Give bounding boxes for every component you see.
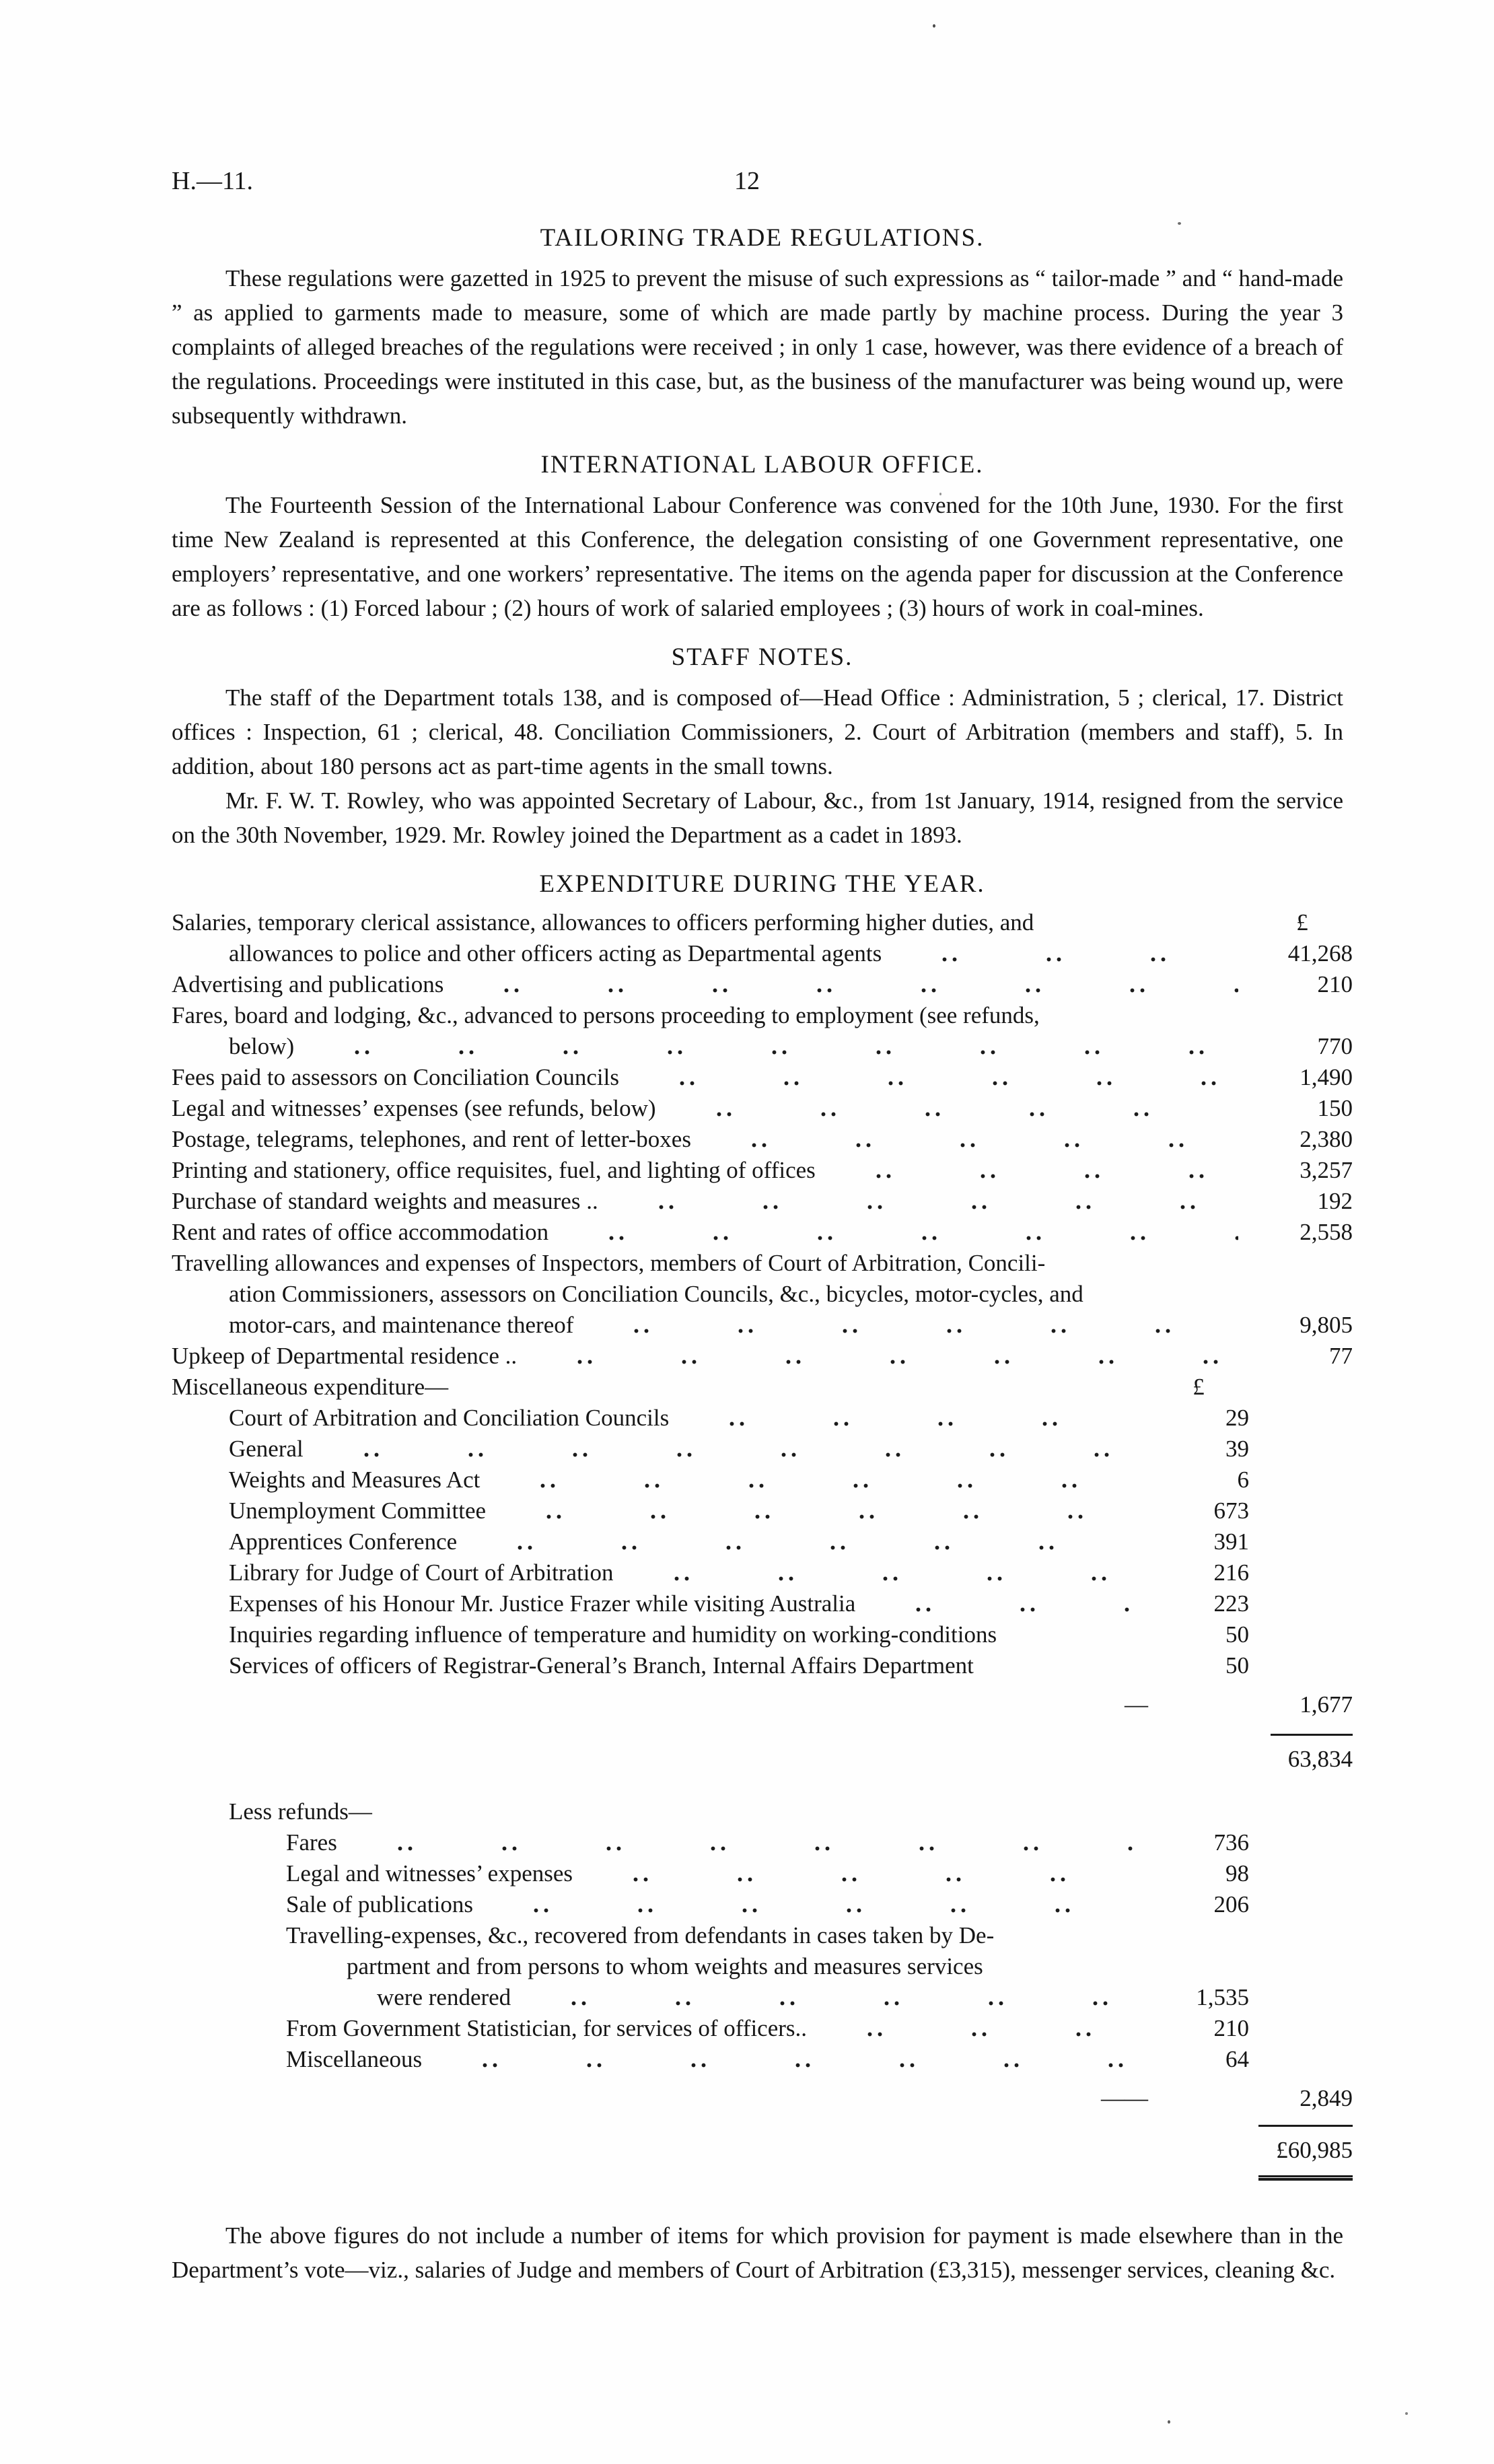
- dot-leader: [680, 1403, 1135, 1434]
- refunds-total-amount: 2,849: [1300, 2085, 1353, 2111]
- amount: 216: [1213, 1559, 1249, 1586]
- amount: 6: [1237, 1467, 1249, 1493]
- dot-leader: [348, 1827, 1135, 1858]
- paragraph-ilo: The Fourteenth Session of the International Labour Conference was convened for the 10th June, 1930. For the first time New Zealand is represented at this Conference, the delegation consisting of one Government representative, one employers’ representative, and one workers’ representative. The items on the agenda paper for discussion at the Conference are as follows : (1) Forced labour ; (2) hours of work of salaried employees ; (3) hours of work in coal-mines.: [172, 492, 1343, 621]
- dot-leader: [314, 1434, 1135, 1465]
- expense-label: General: [229, 1436, 304, 1462]
- expense-row: [172, 969, 1353, 1000]
- refund-row: [172, 2044, 1353, 2075]
- expense-label: Travelling allowances and expenses of Inspectors, members of Court of Arbitration, Concili-: [172, 1250, 1046, 1276]
- expense-row: [172, 1526, 1353, 1557]
- dot-leader: [625, 1557, 1135, 1588]
- amount: 3,257: [1300, 1157, 1353, 1183]
- expense-label: Expenses of his Honour Mr. Justice Frazer while visiting Australia: [229, 1590, 856, 1617]
- amount: 29: [1225, 1405, 1249, 1431]
- dot-leader: [305, 1031, 1238, 1062]
- expense-label: Fees paid to assessors on Conciliation Councils: [172, 1064, 619, 1090]
- total-row: [172, 1744, 1353, 1775]
- refund-label: Sale of publications: [286, 1891, 474, 1917]
- expense-row: [172, 1186, 1353, 1217]
- dot-leader: [484, 1889, 1135, 1920]
- expense-row: [172, 1495, 1353, 1526]
- currency-header-inner: £: [1193, 1374, 1205, 1400]
- amount: 1,490: [1300, 1064, 1353, 1090]
- carry-dash: ——: [1101, 2085, 1148, 2111]
- footnote-paragraph: The above figures do not include a number of items for which provision for payment is made elsewhere than in the Department’s vote—viz., salaries of Judge and members of Court of Arbitration (£3,315), messenger services, cleaning &c.: [172, 2222, 1343, 2283]
- expense-row: [172, 1372, 1353, 1403]
- amount: 770: [1317, 1033, 1353, 1059]
- amount: 9,805: [1300, 1312, 1353, 1338]
- amount: 192: [1317, 1188, 1353, 1214]
- expense-row: [172, 1279, 1353, 1310]
- dot-leader: [667, 1093, 1238, 1124]
- carry-dash: —: [1125, 1691, 1148, 1718]
- net-total-row: [172, 2135, 1353, 2166]
- subtotal-amount: 1,677: [1300, 1691, 1353, 1718]
- expense-row: [172, 1465, 1353, 1495]
- refund-row: [172, 1827, 1353, 1858]
- amount: 736: [1213, 1829, 1249, 1856]
- expense-label: Weights and Measures Act: [229, 1467, 481, 1493]
- refund-label: Travelling-expenses, &c., recovered from defendants in cases taken by De-: [286, 1922, 995, 1948]
- expense-row: [172, 1341, 1353, 1372]
- amount: 2,558: [1300, 1219, 1353, 1245]
- dot-leader: [433, 2044, 1135, 2075]
- expense-row: [172, 1217, 1353, 1248]
- amount: 50: [1225, 1652, 1249, 1679]
- expense-row: [172, 1031, 1353, 1062]
- expense-label: Library for Judge of Court of Arbitration: [229, 1559, 614, 1586]
- subtotal-row: [172, 1689, 1353, 1720]
- dot-leader: [454, 969, 1238, 1000]
- dot-leader: [630, 1062, 1238, 1093]
- amount: 50: [1225, 1621, 1249, 1648]
- expense-label: Unemployment Committee: [229, 1498, 487, 1524]
- amount: 150: [1317, 1095, 1353, 1121]
- subtotal-row: [172, 2083, 1353, 2114]
- expense-row: [172, 1155, 1353, 1186]
- dot-leader: [866, 1588, 1135, 1619]
- expense-label: Services of officers of Registrar-General’s Branch, Internal Affairs Department: [229, 1652, 974, 1679]
- dot-leader: [583, 1858, 1135, 1889]
- scan-speck: [1405, 2412, 1408, 2415]
- amount: 210: [1317, 971, 1353, 997]
- less-refunds-row: [172, 1796, 1353, 1827]
- amount: 391: [1213, 1528, 1249, 1555]
- double-rule: [1258, 2175, 1353, 2181]
- dot-leader: [826, 1155, 1238, 1186]
- paragraph-staff-2: Mr. F. W. T. Rowley, who was appointed Secretary of Labour, &c., from 1st January, 1914, resigned from the service on the 30th November, 1929. Mr. Rowley joined the Department as a cadet in 1893.: [172, 787, 1343, 848]
- amount: 210: [1213, 2015, 1249, 2041]
- dot-leader: [818, 2013, 1135, 2044]
- amount: 2,380: [1300, 1126, 1353, 1152]
- expenditure-table: [172, 907, 1353, 2181]
- expense-label: Court of Arbitration and Conciliation Councils: [229, 1405, 670, 1431]
- refund-label: From Government Statistician, for services of officers..: [286, 2015, 808, 2041]
- dot-leader: [528, 1341, 1238, 1372]
- refund-row: [172, 1920, 1353, 1951]
- paragraph-tailoring: These regulations were gazetted in 1925 to prevent the misuse of such expressions as “ tailor-made ” and “ hand-made ” as applied to garments made to measure, some of which are made partly by machine process. During the year 3 complaints of alleged breaches of the regulations were received ; in only 1 case, however, was there evidence of a breach of the regulations. Proceedings were instituted in this case, but, as the business of the manufacturer was being wound up, were subsequently withdrawn.: [172, 265, 1343, 429]
- expense-label: Apprentices Conference: [229, 1528, 458, 1555]
- page-content: [172, 166, 1353, 2287]
- expense-row: [172, 1093, 1353, 1124]
- expense-label: Purchase of standard weights and measures ..: [172, 1188, 598, 1214]
- section-heading-expenditure: EXPENDITURE DURING THE YEAR.: [539, 870, 985, 898]
- scan-speck: [933, 24, 935, 28]
- expense-row: [172, 1650, 1353, 1681]
- expense-label: motor-cars, and maintenance thereof: [229, 1312, 574, 1338]
- doc-ref: H.—11.: [172, 167, 254, 195]
- amount: 223: [1213, 1590, 1249, 1617]
- paragraph-staff-1: The staff of the Department totals 138, and is composed of—Head Office : Administration, 5 ; clerical, 17. District offices : Inspection, 61 ; clerical, 48. Conciliation Commissioners, 2. Court of Arbitration (members and staff), 5. In addition, about 180 persons act as part-time agents in the small towns.: [172, 684, 1343, 779]
- amount: 206: [1213, 1891, 1249, 1917]
- less-refunds-label: Less refunds—: [229, 1798, 372, 1825]
- refund-label: Miscellaneous: [286, 2046, 423, 2072]
- section-heading-ilo: INTERNATIONAL LABOUR OFFICE.: [540, 451, 984, 479]
- expense-row: [172, 1000, 1353, 1031]
- running-head: [172, 166, 1353, 197]
- dot-leader: [584, 1310, 1238, 1341]
- refund-label: partment and from persons to whom weights and measures services: [347, 1953, 983, 1979]
- dot-leader: [522, 1982, 1135, 2013]
- expense-row: [172, 1062, 1353, 1093]
- expense-label: Salaries, temporary clerical assistance, allowances to officers performing higher duties, and: [172, 909, 1034, 936]
- amount: 41,268: [1287, 940, 1353, 966]
- expense-label: Rent and rates of office accommodation: [172, 1219, 549, 1245]
- refund-row: [172, 1951, 1353, 1982]
- dot-leader: [468, 1526, 1135, 1557]
- expense-label: allowances to police and other officers acting as Departmental agents: [229, 940, 882, 966]
- dot-leader: [609, 1186, 1238, 1217]
- refund-row: [172, 1982, 1353, 2013]
- total-rule: [1271, 1734, 1353, 1736]
- section-heading-staff-notes: STAFF NOTES.: [671, 643, 853, 671]
- expense-row: [172, 938, 1353, 969]
- gross-total-amount: 63,834: [1287, 1746, 1353, 1772]
- dot-leader: [702, 1124, 1238, 1155]
- amount: 673: [1213, 1498, 1249, 1524]
- net-total-amount: £60,985: [1276, 2137, 1353, 2163]
- total-rule: [1258, 2125, 1353, 2127]
- expense-label: Upkeep of Departmental residence ..: [172, 1343, 518, 1369]
- amount: 64: [1225, 2046, 1249, 2072]
- section-heading-tailoring: TAILORING TRADE REGULATIONS.: [540, 224, 985, 252]
- amount: 1,535: [1196, 1984, 1249, 2010]
- dot-leader: [892, 938, 1238, 969]
- amount: 77: [1329, 1343, 1353, 1369]
- expense-label: Fares, board and lodging, &c., advanced to persons proceeding to employment (see refunds,: [172, 1002, 1040, 1028]
- amount: 39: [1225, 1436, 1249, 1462]
- expense-label: Postage, telegrams, telephones, and rent of letter-boxes: [172, 1126, 691, 1152]
- refund-label: Legal and witnesses’ expenses: [286, 1860, 573, 1887]
- dot-leader: [491, 1465, 1135, 1495]
- expense-label: below): [229, 1033, 295, 1059]
- refund-row: [172, 2013, 1353, 2044]
- expense-row: [172, 1588, 1353, 1619]
- expense-row: [172, 1403, 1353, 1434]
- expense-label: Inquiries regarding influence of temperature and humidity on working-conditions: [229, 1621, 997, 1648]
- amount: 98: [1225, 1860, 1249, 1887]
- expense-row: [172, 1557, 1353, 1588]
- expense-label: Advertising and publications: [172, 971, 444, 997]
- dot-leader: [497, 1495, 1135, 1526]
- expense-row: [172, 1434, 1353, 1465]
- expense-row: [172, 907, 1353, 938]
- expense-label: ation Commissioners, assessors on Conciliation Councils, &c., bicycles, motor-cycles, and: [229, 1281, 1083, 1307]
- expense-row: [172, 1310, 1353, 1341]
- expense-row: [172, 1248, 1353, 1279]
- expense-label: Miscellaneous expenditure—: [172, 1374, 449, 1400]
- currency-header-outer: £: [1296, 909, 1308, 936]
- expense-row: [172, 1124, 1353, 1155]
- dot-leader: [559, 1217, 1238, 1248]
- page-number: 12: [734, 167, 760, 195]
- expense-label: Printing and stationery, office requisites, fuel, and lighting of offices: [172, 1157, 816, 1183]
- expense-label: Legal and witnesses’ expenses (see refunds, below): [172, 1095, 656, 1121]
- refund-label: Fares: [286, 1829, 337, 1856]
- scan-speck: [1168, 2420, 1170, 2424]
- refund-label: were rendered: [377, 1984, 511, 2010]
- expense-row: [172, 1619, 1353, 1650]
- refund-row: [172, 1889, 1353, 1920]
- refund-row: [172, 1858, 1353, 1889]
